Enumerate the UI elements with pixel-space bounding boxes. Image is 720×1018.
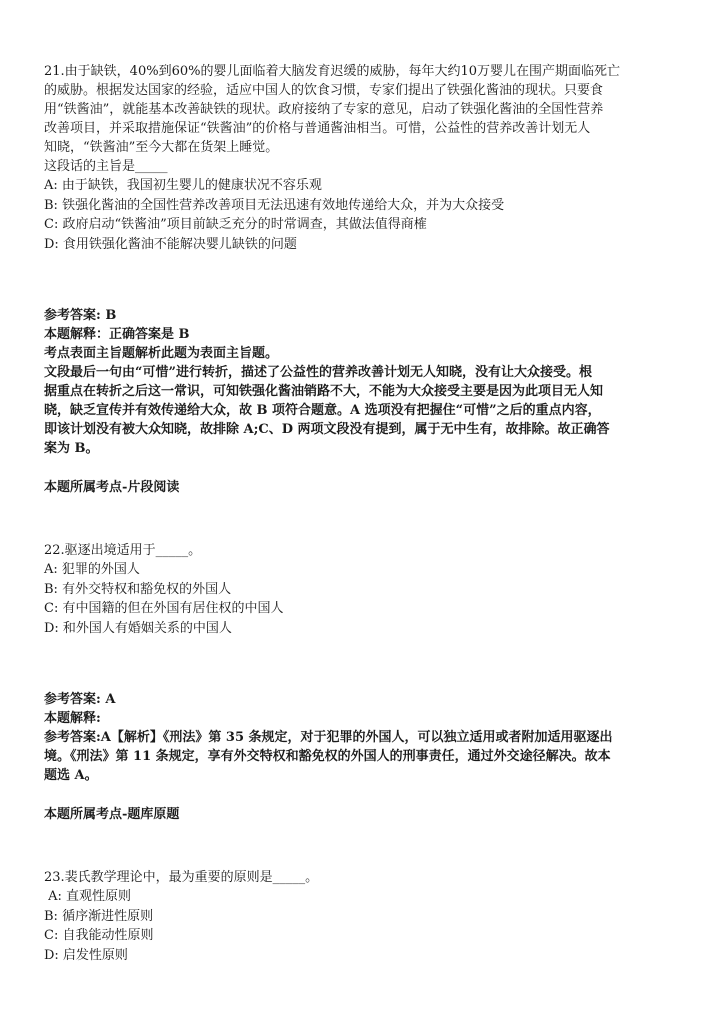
analysis-line: 考点表面主旨题解析此题为表面主旨题。 xyxy=(44,346,279,361)
question-22 xyxy=(44,541,676,824)
analysis-line: 晓，缺乏宣传并有效传递给大众，故 B 项符合题意。A 选项没有把握住“可惜”之后的重点内容， xyxy=(44,403,601,418)
analysis-line: 文段最后一句由“可惜”进行转折，描述了公益性的营养改善计划无人知晓，没有让大众接受。根 xyxy=(44,365,592,380)
question-stem: 23.裴氏教学理论中，最为重要的原则是_____。 xyxy=(44,870,319,885)
option-d: D: 启发性原则 xyxy=(44,947,128,963)
analysis-line: 据重点在转折之后这一常识，可知铁强化酱油销路不大，不能为大众接受主要是因为此项目无人知 xyxy=(44,384,604,399)
option-a: A: 犯罪的外国人 xyxy=(44,562,140,577)
topic-label: 本题所属考点-片段阅读 xyxy=(44,480,180,495)
option-c: C: 有中国籍的但在外国有居住权的中国人 xyxy=(44,601,284,616)
option-a: A: 直观性原则 xyxy=(44,889,132,904)
question-stem-line: 的威胁。根据发达国家的经验，适应中国人的饮食习惯，专家们提出了铁强化酱油的现状。只要食 xyxy=(44,83,604,98)
option-d: D: 食用铁强化酱油不能解决婴儿缺铁的问题 xyxy=(44,236,297,252)
question-stem-line: 改善项目，并采取措施保证“铁酱油”的价格与普通酱油相当。可惜，公益性的营养改善计划无人 xyxy=(44,121,591,136)
topic-label: 本题所属考点-题库原题 xyxy=(44,807,180,822)
analysis-heading: 本题解释：正确答案是 B xyxy=(44,327,190,342)
option-c: C: 政府启动“铁酱油”项目前缺乏充分的时常调查，其做法值得商榷 xyxy=(44,217,427,232)
option-c: C: 自我能动性原则 xyxy=(44,928,154,943)
question-23 xyxy=(44,868,676,965)
question-stem-line: 知晓，“铁酱油”至今大都在货架上睡觉。 xyxy=(44,140,279,155)
analysis-heading: 本题解释: xyxy=(44,711,101,726)
analysis-line: 即该计划没有被大众知晓，故排除 A;C、D 两项文段没有提到，属于无中生有，故排除。故正确答 xyxy=(44,422,610,437)
question-stem-line: 21.由于缺铁，40%到60%的婴儿面临着大脑发育迟缓的威胁，每年大约10万婴儿在围产期面临死亡 xyxy=(44,64,621,79)
question-prompt: 这段话的主旨是_____ xyxy=(44,159,168,174)
analysis-line: 题选 A。 xyxy=(44,768,98,783)
option-b: B: 有外交特权和豁免权的外国人 xyxy=(44,581,232,597)
question-stem-line: 用“铁酱油”，就能基本改善缺铁的现状。政府接纳了专家的意见，启动了铁强化酱油的全国性营养 xyxy=(44,102,604,117)
analysis-line: 境。《刑法》第 11 条规定，享有外交特权和豁免权的外国人的刑事责任，通过外交途径解决。故本 xyxy=(44,749,611,764)
option-b: B: 循序渐进性原则 xyxy=(44,908,154,924)
question-stem: 22.驱逐出境适用于_____。 xyxy=(44,543,202,558)
answer: 参考答案: A xyxy=(44,692,116,707)
analysis-line: 案为 B。 xyxy=(44,441,99,456)
option-b: B: 铁强化酱油的全国性营养改善项目无法迅速有效地传递给大众，并为大众接受 xyxy=(44,197,505,213)
answer: 参考答案: B xyxy=(44,308,117,323)
option-a: A: 由于缺铁，我国初生婴儿的健康状况不容乐观 xyxy=(44,178,322,193)
option-d: D: 和外国人有婚姻关系的中国人 xyxy=(44,620,232,636)
question-21 xyxy=(44,62,676,497)
analysis-line: 参考答案:A【解析】《刑法》第 35 条规定，对于犯罪的外国人，可以独立适用或者附加适用驱逐出 xyxy=(44,730,613,745)
